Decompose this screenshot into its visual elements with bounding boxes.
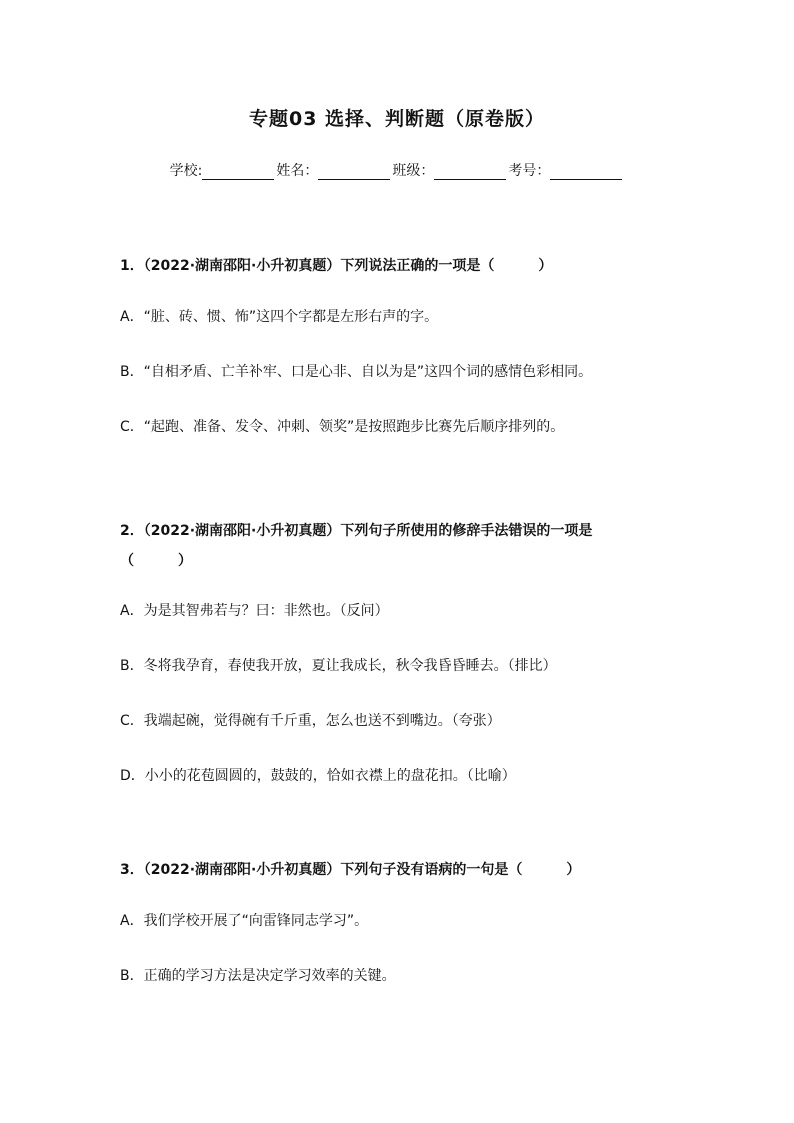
class-blank[interactable] (434, 163, 506, 180)
question-1-stem: 1．（2022·湖南邵阳·小升初真题）下列说法正确的一项是（ ） (120, 258, 553, 274)
question-3-stem: 3．（2022·湖南邵阳·小升初真题）下列句子没有语病的一句是（ ） (120, 862, 581, 878)
question-2-stem: 2．（2022·湖南邵阳·小升初真题）下列句子所使用的修辞手法错误的一项是 （ ） (120, 523, 593, 569)
question-2-option-b: B．冬将我孕育，春使我开放，夏让我成长，秋令我昏昏睡去。（排比） (120, 658, 557, 674)
class-field (392, 160, 508, 180)
name-blank[interactable] (318, 163, 390, 180)
school-blank[interactable] (202, 163, 274, 180)
question-2-option-a: A．为是其智弗若与？曰：非然也。（反问） (120, 603, 389, 619)
student-info-line (0, 160, 794, 180)
name-field (276, 160, 392, 180)
exam-number-label: 考号： (508, 163, 551, 179)
question-1-option-c: C．“起跑、准备、发令、冲刺、领奖”是按照跑步比赛先后顺序排列的。 (120, 419, 565, 435)
question-1-option-b: B．“自相矛盾、亡羊补牢、口是心非、自以为是”这四个词的感情色彩相同。 (120, 364, 593, 380)
name-label: 姓名： (276, 163, 319, 179)
exam-number-blank[interactable] (550, 163, 622, 180)
exam-number-field (508, 160, 624, 180)
school-field (170, 160, 277, 180)
question-3-option-b: B．正确的学习方法是决定学习效率的关键。 (120, 968, 396, 984)
question-2-option-c: C．我端起碗，觉得碗有千斤重，怎么也送不到嘴边。（夸张） (120, 713, 501, 729)
school-label: 学校: (169, 163, 203, 179)
class-label: 班级： (392, 163, 435, 179)
question-1-option-a: A．“脏、砖、惯、怖”这四个字都是左形右声的字。 (120, 309, 439, 325)
question-3-option-a: A．我们学校开展了“向雷锋同志学习”。 (120, 913, 369, 929)
page-title: 专题03 选择、判断题（原卷版） (248, 108, 546, 130)
question-2-option-d: D．小小的花苞圆圆的，鼓鼓的，恰如衣襟上的盘花扣。（比喻） (120, 768, 516, 784)
